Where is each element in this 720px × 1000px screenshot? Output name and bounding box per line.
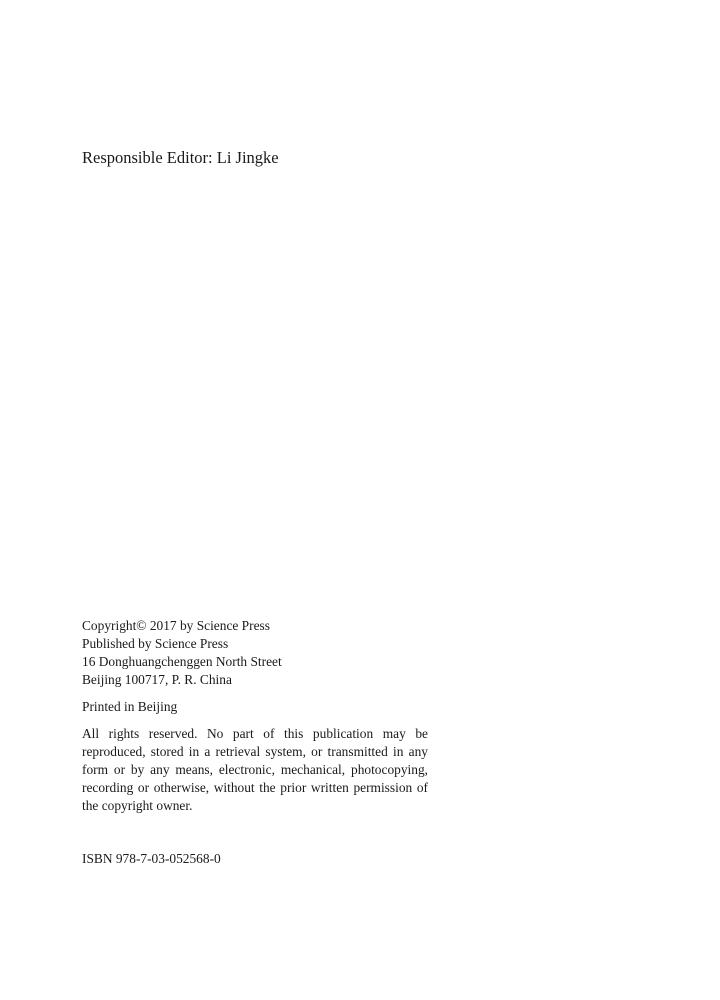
publisher-line: Published by Science Press [82,636,229,651]
city-address-line: Beijing 100717, P. R. China [82,672,232,687]
copyright-line: Copyright© 2017 by Science Press [82,618,270,633]
printed-in-line: Printed in Beijing [82,699,178,714]
isbn-line: ISBN 978-7-03-052568-0 [82,851,221,866]
imprint-block [82,617,428,815]
rights-statement: All rights reserved. No part of this publication may be reproduced, stored in a retrieval system, or transmitted in any form or by any means, electronic, mechanical, photocopying, recording or otherwise, without the prior written permission of the copyright owner. [82,726,428,813]
responsible-editor: Responsible Editor: Li Jingke [82,148,279,167]
street-address-line: 16 Donghuangchenggen North Street [82,654,282,669]
